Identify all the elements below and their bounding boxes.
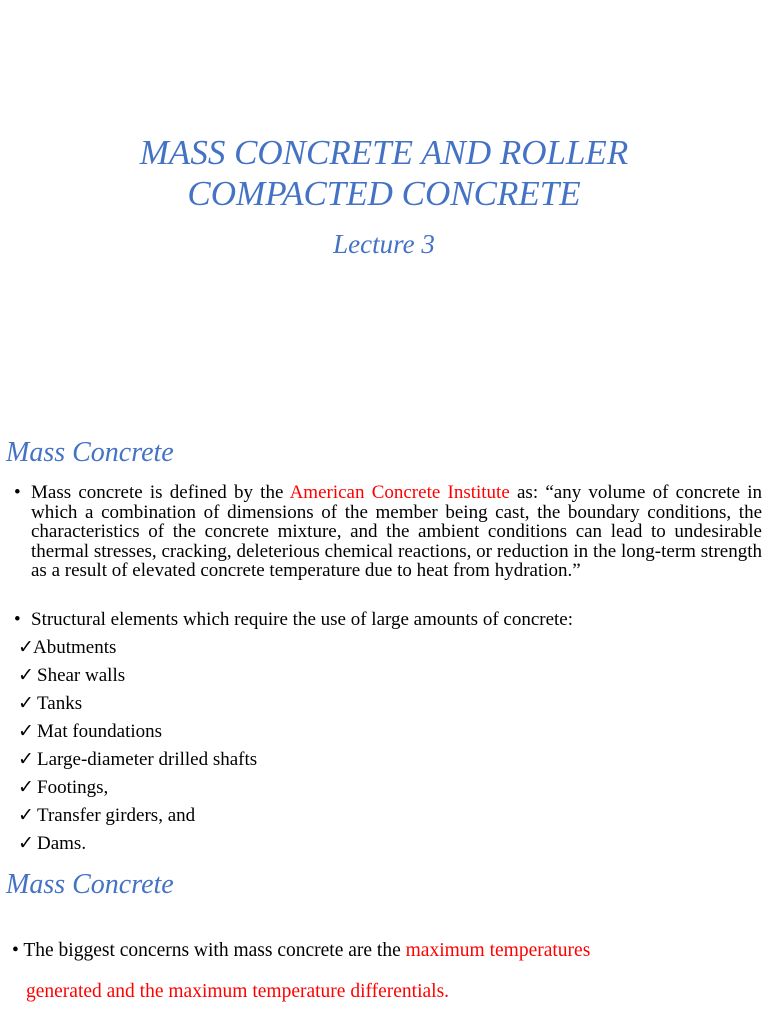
- checkmark-icon: ✓: [18, 833, 34, 854]
- list-item-label: Abutments: [33, 637, 117, 658]
- list-item: [18, 693, 257, 721]
- definition-paragraph: [14, 483, 762, 581]
- slide-title-line-2: COMPACTED CONCRETE: [187, 174, 581, 213]
- bullet-marker: •: [14, 482, 21, 503]
- list-item: [18, 721, 257, 749]
- structural-elements-intro-text: Structural elements which require the use of large amounts of concrete:: [31, 609, 574, 630]
- checkmark-icon: ✓: [18, 777, 34, 798]
- section-heading-mass-concrete: Mass Concrete: [6, 437, 174, 468]
- checkmark-icon: ✓: [18, 637, 34, 658]
- definition-text-post: as: “any volume of concrete in which a combination of dimensions of the member being cast, the boundary conditions, the characteristics of the concrete mixture, and the ambient conditions can lead to undesirable thermal stresses, cracking, deleterious chemical reactions, or reduction in the long-term strength as a result of elevated concrete temperature due to heat from hydration.”: [31, 482, 762, 581]
- slide-title: [0, 132, 768, 214]
- checkmark-icon: ✓: [18, 721, 34, 742]
- list-item: [18, 637, 257, 665]
- concerns-highlight-2: generated and the maximum temperature differentials.: [26, 981, 450, 1002]
- list-item-label: Transfer girders, and: [37, 805, 196, 826]
- checkmark-icon: ✓: [18, 749, 34, 770]
- definition-text-pre: Mass concrete is defined by the: [31, 482, 290, 503]
- concerns-text-pre: The biggest concerns with mass concrete are the: [23, 940, 406, 961]
- list-item-label: Mat foundations: [37, 721, 163, 742]
- title-slide: [0, 0, 768, 420]
- list-item-label: Large-diameter drilled shafts: [37, 749, 258, 770]
- list-item: [18, 749, 257, 777]
- aci-highlight: American Concrete Institute: [289, 482, 510, 503]
- section-heading-mass-concrete-2: Mass Concrete: [6, 869, 174, 900]
- structural-elements-intro: [14, 610, 762, 630]
- list-item-label: Dams.: [37, 833, 87, 854]
- definition-text: [31, 483, 762, 581]
- checkmark-icon: ✓: [18, 665, 34, 686]
- slide-title-line-1: MASS CONCRETE AND ROLLER: [139, 133, 629, 172]
- list-item-label: Shear walls: [37, 665, 126, 686]
- bullet-marker: •: [12, 940, 19, 961]
- bullet-marker: •: [14, 609, 21, 630]
- checkmark-icon: ✓: [18, 693, 34, 714]
- slide-subtitle: Lecture 3: [333, 229, 435, 259]
- structural-elements-list: [18, 637, 257, 861]
- list-item: [18, 833, 257, 861]
- list-item: [18, 805, 257, 833]
- list-item: [18, 777, 257, 805]
- list-item: [18, 665, 257, 693]
- concerns-paragraph: [12, 930, 752, 1012]
- list-item-label: Footings,: [37, 777, 109, 798]
- list-item-label: Tanks: [37, 693, 83, 714]
- checkmark-icon: ✓: [18, 805, 34, 826]
- concerns-highlight-1: maximum temperatures: [405, 940, 591, 961]
